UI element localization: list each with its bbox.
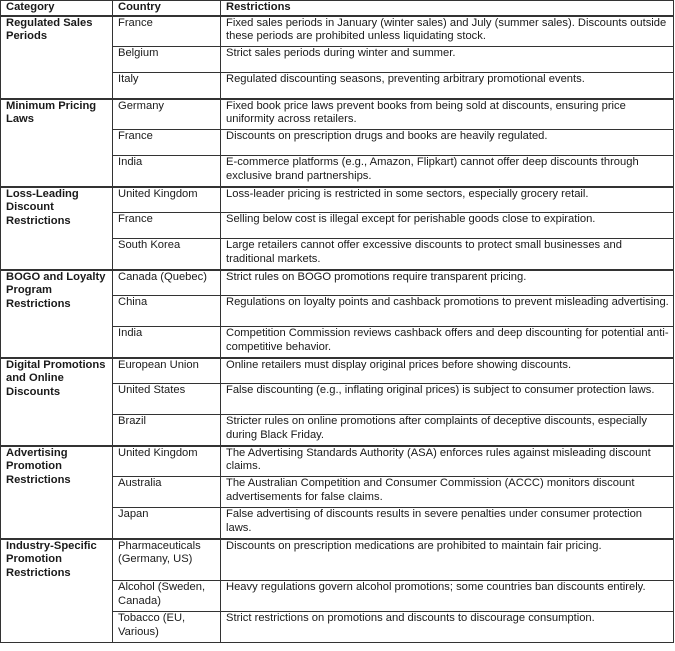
country-cell: India [113,327,221,358]
category-cell: BOGO and Loyalty Program Restrictions [1,270,113,358]
country-cell: China [113,296,221,327]
country-cell: Pharmaceuticals (Germany, US) [113,539,221,581]
restriction-cell: False discounting (e.g., inflating original prices) is subject to consumer protection laws. [221,384,674,415]
country-cell: Brazil [113,415,221,446]
restriction-cell: The Australian Competition and Consumer Commission (ACCC) monitors discount advertisements for false claims. [221,477,674,508]
restriction-cell: Discounts on prescription medications are prohibited to maintain fair pricing. [221,539,674,581]
restriction-cell: Large retailers cannot offer excessive discounts to protect small businesses and traditional markets. [221,239,674,270]
table-row [1,16,674,47]
country-cell: France [113,213,221,239]
table-row [1,446,674,477]
header-restrictions: Restrictions [221,1,674,16]
restriction-cell: Stricter rules on online promotions after complaints of deceptive discounts, especially during Black Friday. [221,415,674,446]
category-cell: Advertising Promotion Restrictions [1,446,113,539]
country-cell: Italy [113,73,221,99]
restriction-cell: Heavy regulations govern alcohol promotions; some countries ban discounts entirely. [221,581,674,612]
restriction-cell: False advertising of discounts results in severe penalties under consumer protection laws. [221,508,674,539]
country-cell: Canada (Quebec) [113,270,221,296]
restriction-cell: Regulations on loyalty points and cashback promotions to prevent misleading advertising. [221,296,674,327]
category-cell: Minimum Pricing Laws [1,99,113,187]
country-cell: Germany [113,99,221,130]
category-cell: Loss-Leading Discount Restrictions [1,187,113,270]
table-row [1,187,674,213]
country-cell: United Kingdom [113,446,221,477]
category-cell: Digital Promotions and Online Discounts [1,358,113,446]
restriction-cell: Strict rules on BOGO promotions require transparent pricing. [221,270,674,296]
country-cell: India [113,156,221,187]
restriction-cell: Strict restrictions on promotions and discounts to discourage consumption. [221,612,674,643]
header-country: Country [113,1,221,16]
country-cell: United Kingdom [113,187,221,213]
restriction-cell: Competition Commission reviews cashback offers and deep discounting for potential anti-competitive behavior. [221,327,674,358]
country-cell: United States [113,384,221,415]
country-cell: France [113,16,221,47]
restriction-cell: E-commerce platforms (e.g., Amazon, Flipkart) cannot offer deep discounts through exclusive brand partnerships. [221,156,674,187]
table-row [1,539,674,581]
country-cell: Belgium [113,47,221,73]
restriction-cell: The Advertising Standards Authority (ASA) enforces rules against misleading discount claims. [221,446,674,477]
header-category: Category [1,1,113,16]
restriction-cell: Selling below cost is illegal except for perishable goods close to expiration. [221,213,674,239]
country-cell: Australia [113,477,221,508]
country-cell: European Union [113,358,221,384]
restriction-cell: Online retailers must display original prices before showing discounts. [221,358,674,384]
restriction-cell: Fixed book price laws prevent books from being sold at discounts, ensuring price uniformity across retailers. [221,99,674,130]
table-row [1,99,674,130]
header-row [1,1,674,16]
country-cell: Japan [113,508,221,539]
country-cell: France [113,130,221,156]
restriction-cell: Strict sales periods during winter and summer. [221,47,674,73]
country-cell: Tobacco (EU, Various) [113,612,221,643]
restriction-cell: Discounts on prescription drugs and books are heavily regulated. [221,130,674,156]
category-cell: Industry-Specific Promotion Restrictions [1,539,113,643]
country-cell: Alcohol (Sweden, Canada) [113,581,221,612]
table-row [1,358,674,384]
restriction-cell: Regulated discounting seasons, preventing arbitrary promotional events. [221,73,674,99]
table-row [1,270,674,296]
restriction-cell: Loss-leader pricing is restricted in some sectors, especially grocery retail. [221,187,674,213]
country-cell: South Korea [113,239,221,270]
category-cell: Regulated Sales Periods [1,16,113,99]
restriction-cell: Fixed sales periods in January (winter sales) and July (summer sales). Discounts outside these periods are prohibited unless liquidating stock. [221,16,674,47]
